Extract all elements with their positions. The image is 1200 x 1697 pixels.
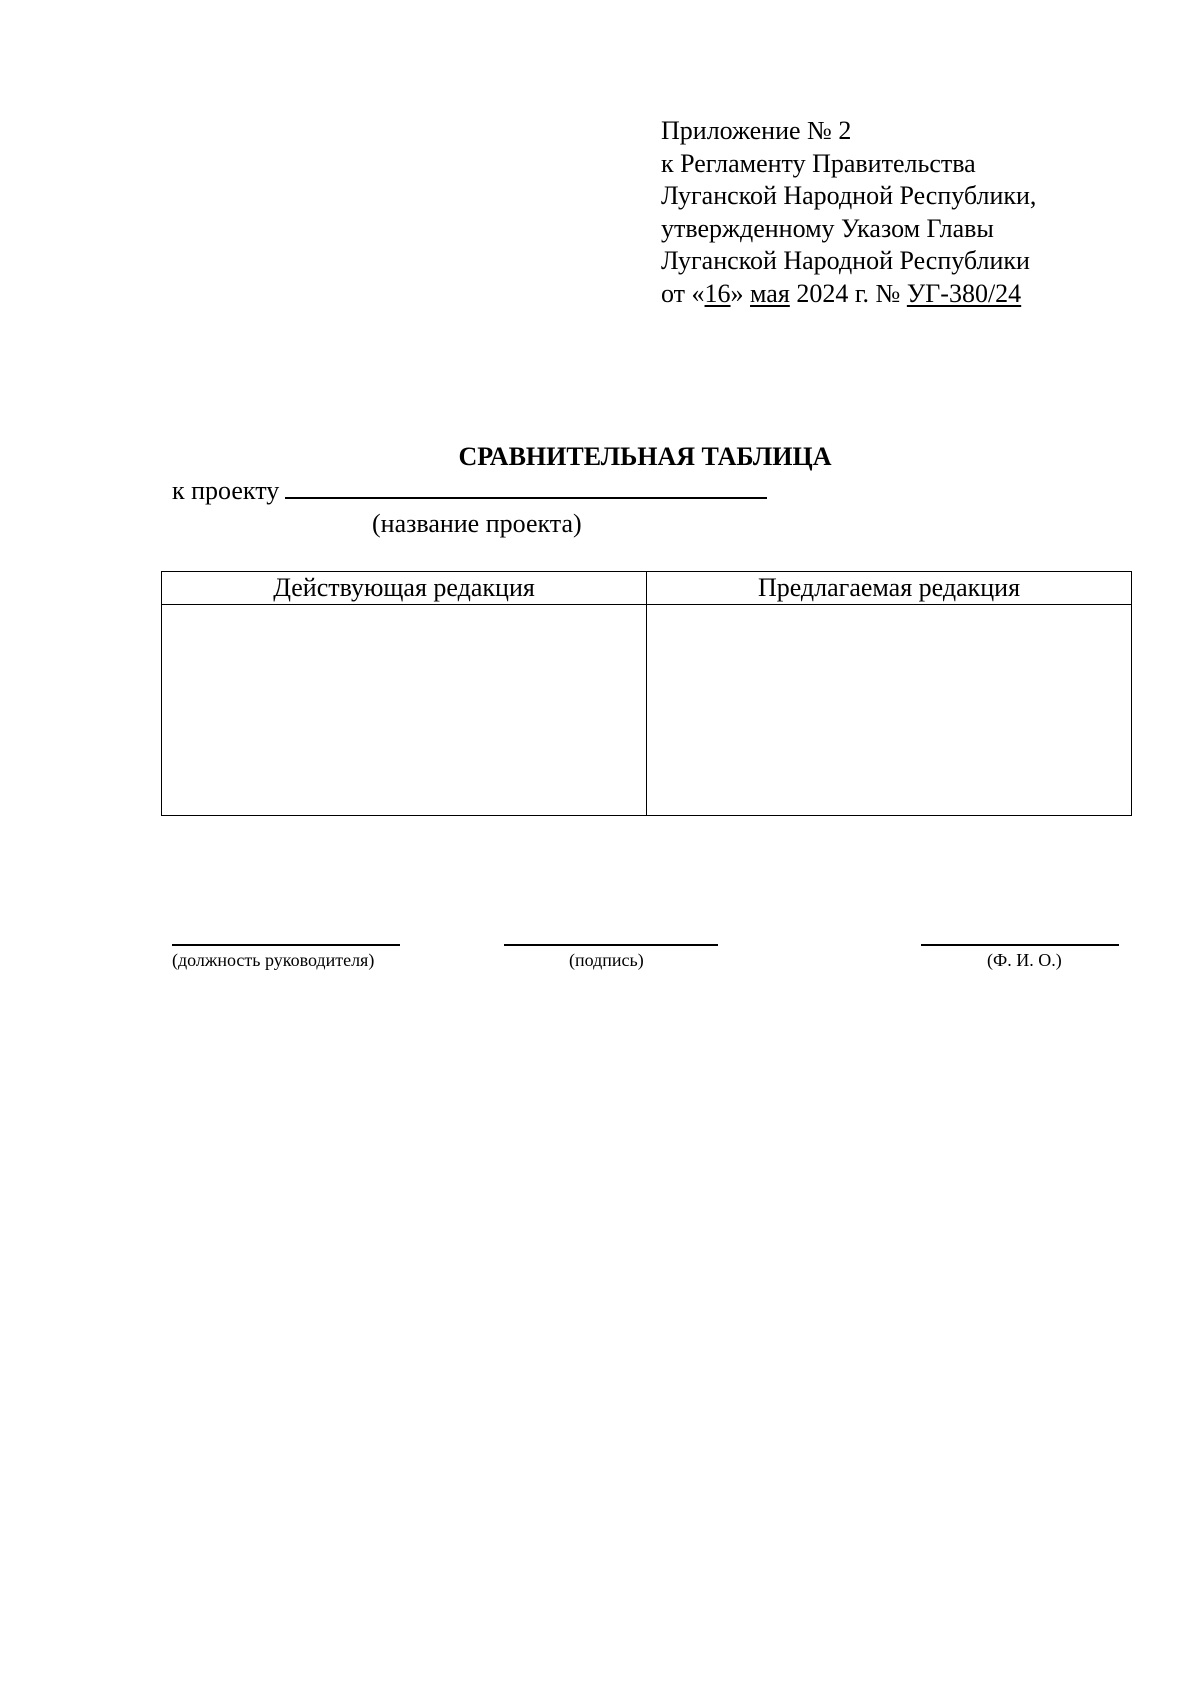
table-header-row [162, 572, 1132, 605]
project-label: к проекту [172, 476, 280, 505]
appendix-date-line [661, 278, 1036, 311]
appendix-line-4: утвержденному Указом Главы [661, 213, 994, 243]
signature-sign [504, 920, 718, 974]
appendix-line-3: Луганской Народной Республики, [661, 181, 1037, 210]
document-title: СРАВНИТЕЛЬНАЯ ТАБЛИЦА [458, 442, 832, 471]
fio-caption: (Ф. И. О.) [987, 950, 1062, 970]
signature-caption: (подпись) [569, 950, 644, 970]
date-prefix: от « [661, 278, 705, 308]
cell-proposed-edition [647, 605, 1132, 816]
comparison-table [161, 571, 1132, 816]
date-day: 16 [704, 278, 731, 308]
date-year: 2024 г. № [789, 278, 907, 308]
header-proposed-edition: Предлагаемая редакция [647, 572, 1132, 605]
cell-current-edition [162, 605, 647, 816]
appendix-line-2: к Регламенту Правительства [661, 148, 976, 178]
decree-number: УГ-380/24 [906, 278, 1022, 308]
fio-line [921, 944, 1119, 946]
header-current-edition: Действующая редакция [162, 572, 647, 605]
table-row [162, 605, 1132, 816]
date-mid: » [730, 278, 751, 308]
signature-fio [921, 920, 1119, 974]
project-line [172, 475, 767, 507]
position-caption: (должность руководителя) [172, 950, 375, 970]
date-month: мая [750, 278, 790, 308]
appendix-line-1: Приложение № 2 [661, 116, 852, 145]
appendix-line-5: Луганской Народной Республики [661, 246, 1030, 275]
signature-line [504, 944, 718, 946]
position-line [172, 944, 400, 946]
appendix-block [661, 115, 1036, 310]
project-caption: (название проекта) [372, 509, 582, 538]
project-name-blank [285, 475, 767, 499]
signature-position [172, 920, 400, 974]
